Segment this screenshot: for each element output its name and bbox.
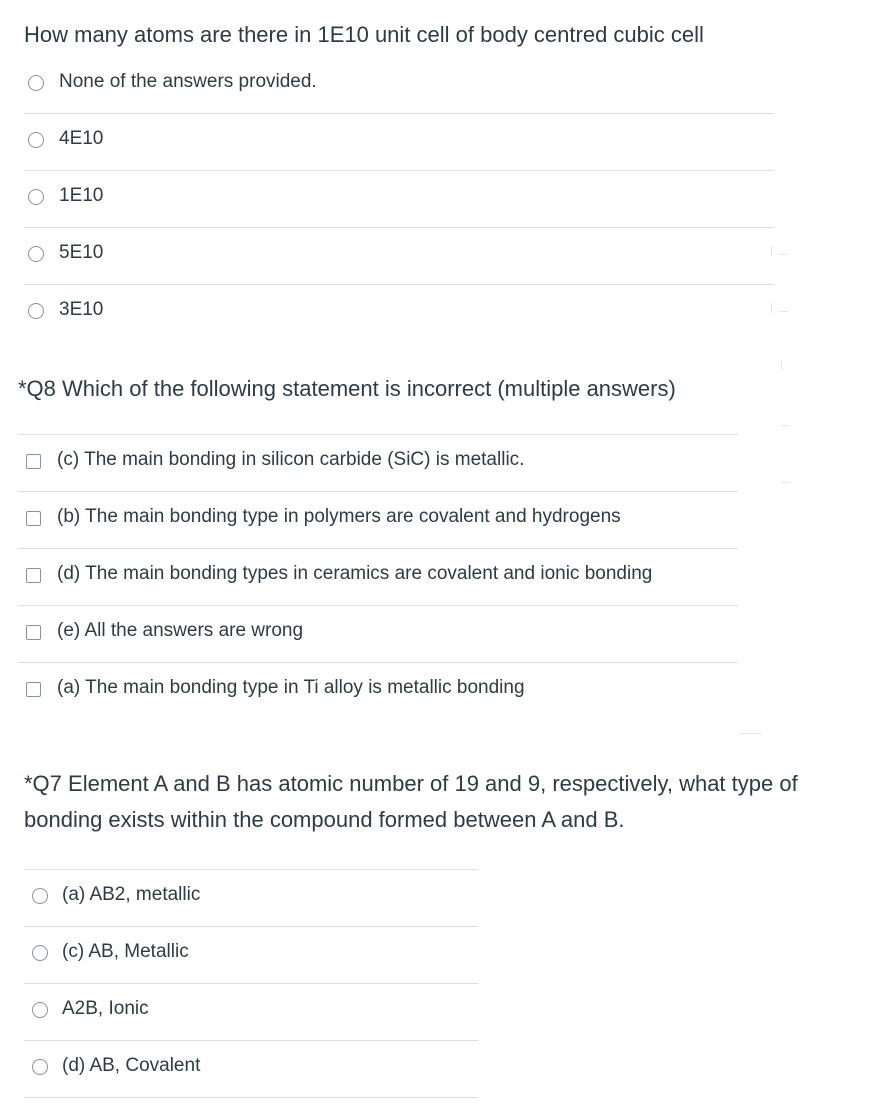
radio-button[interactable] bbox=[28, 189, 44, 205]
q8-option-d[interactable] bbox=[26, 562, 726, 588]
checkbox[interactable] bbox=[26, 454, 41, 469]
q7-option-d[interactable] bbox=[32, 1054, 472, 1080]
divider bbox=[24, 869, 478, 870]
edge-artifact bbox=[771, 303, 772, 313]
q7-option-a2b[interactable] bbox=[32, 997, 472, 1023]
option-label: (e) All the answers are wrong bbox=[57, 620, 304, 641]
bcc-option-none[interactable] bbox=[28, 70, 528, 96]
divider bbox=[18, 548, 738, 549]
edge-artifact bbox=[740, 733, 762, 734]
divider bbox=[24, 1040, 478, 1041]
edge-artifact bbox=[779, 254, 788, 255]
divider bbox=[18, 605, 738, 606]
edge-artifact bbox=[779, 311, 788, 312]
option-label: 4E10 bbox=[59, 128, 104, 149]
option-label: (a) The main bonding type in Ti alloy is metallic bonding bbox=[57, 677, 525, 698]
q8-option-b[interactable] bbox=[26, 505, 726, 531]
divider bbox=[24, 926, 478, 927]
divider bbox=[24, 227, 774, 228]
option-label: A2B, Ionic bbox=[62, 998, 149, 1019]
option-label: 5E10 bbox=[59, 242, 104, 263]
option-label: (d) AB, Covalent bbox=[62, 1055, 201, 1076]
divider bbox=[18, 434, 738, 435]
question-q7-text: *Q7 Element A and B has atomic number of 19 and 9, respectively, what type of bonding exists within the compound formed between A and B. bbox=[24, 771, 798, 832]
bcc-option-3e10[interactable] bbox=[28, 298, 528, 324]
option-label: (d) The main bonding types in ceramics are covalent and ionic bonding bbox=[57, 563, 653, 584]
checkbox[interactable] bbox=[26, 568, 41, 583]
option-label: 3E10 bbox=[59, 299, 104, 320]
divider bbox=[24, 1097, 478, 1098]
checkbox[interactable] bbox=[26, 625, 41, 640]
bcc-option-5e10[interactable] bbox=[28, 241, 528, 267]
bcc-option-4e10[interactable] bbox=[28, 127, 528, 153]
radio-button[interactable] bbox=[28, 246, 44, 262]
divider bbox=[24, 113, 774, 114]
radio-button[interactable] bbox=[28, 132, 44, 148]
divider bbox=[24, 284, 774, 285]
option-label: (b) The main bonding type in polymers are covalent and hydrogens bbox=[57, 506, 621, 527]
radio-button[interactable] bbox=[28, 303, 44, 319]
q8-option-e[interactable] bbox=[26, 619, 726, 645]
edge-artifact bbox=[781, 482, 790, 483]
edge-artifact bbox=[781, 360, 782, 370]
question-bcc-text: How many atoms are there in 1E10 unit cell of body centred cubic cell bbox=[24, 22, 704, 47]
option-label: (c) The main bonding in silicon carbide (SiC) is metallic. bbox=[57, 449, 525, 470]
question-q8-text: *Q8 Which of the following statement is incorrect (multiple answers) bbox=[18, 376, 676, 401]
edge-artifact bbox=[771, 246, 772, 256]
checkbox[interactable] bbox=[26, 511, 41, 526]
option-label: 1E10 bbox=[59, 185, 104, 206]
bcc-option-1e10[interactable] bbox=[28, 184, 528, 210]
q8-option-a[interactable] bbox=[26, 676, 726, 702]
q7-option-c[interactable] bbox=[32, 940, 472, 966]
checkbox[interactable] bbox=[26, 682, 41, 697]
radio-button[interactable] bbox=[32, 1002, 48, 1018]
q8-option-c[interactable] bbox=[26, 448, 726, 474]
divider bbox=[24, 983, 478, 984]
option-label: (c) AB, Metallic bbox=[62, 941, 189, 962]
divider bbox=[24, 170, 774, 171]
radio-button[interactable] bbox=[32, 945, 48, 961]
divider bbox=[18, 491, 738, 492]
q7-option-a[interactable] bbox=[32, 883, 472, 909]
option-label: None of the answers provided. bbox=[59, 71, 317, 92]
radio-button[interactable] bbox=[32, 1059, 48, 1075]
edge-artifact bbox=[781, 425, 790, 426]
option-label: (a) AB2, metallic bbox=[62, 884, 201, 905]
radio-button[interactable] bbox=[32, 888, 48, 904]
radio-button[interactable] bbox=[28, 75, 44, 91]
divider bbox=[18, 662, 738, 663]
